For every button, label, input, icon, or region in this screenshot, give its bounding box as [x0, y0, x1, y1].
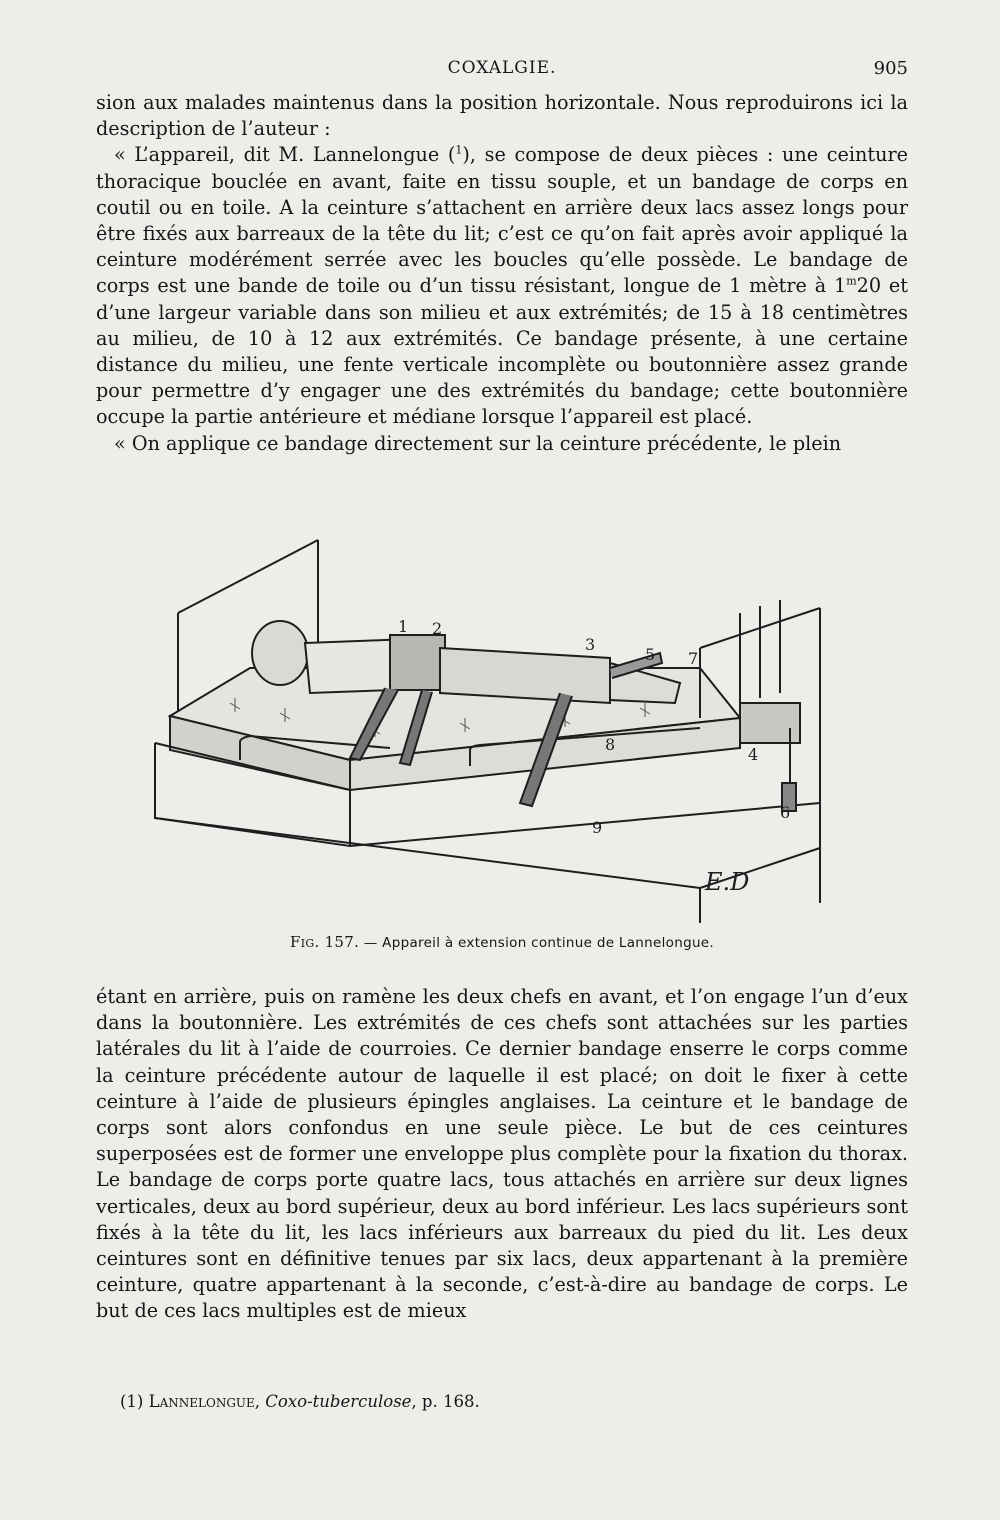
body-text-bottom: [96, 984, 908, 1325]
caption-text: — Appareil à extension continue de Lannelongue.: [359, 935, 714, 951]
figure-label: 3: [585, 635, 596, 654]
paragraph: étant en arrière, puis on ramène les deux chefs en avant, et l’on engage l’un d’eux dans la boutonnière. Les extrémités de ces chefs sont attachées sur les parties latérales du lit à l’aide de courroies. Ce dernier bandage enserre le corps comme la ceinture précédente autour de laquelle il est placé; on doit le fixer à cette ceinture à l’aide de plusieurs épingles anglaises. La ceinture et le bandage de corps sont alors confondus en une seule pièce. Le but de ces ceintures superposées est de former une enveloppe plus complète pour la fixation du thorax. Le bandage de corps porte quatre lacs, tous attachés en arrière sur deux lignes verticales, deux au bord supérieur, deux au bord inférieur. Les lacs supérieurs sont fixés à la tête du lit, les lacs inférieurs aux barreaux du pied du lit. Les deux ceintures sont en définitive tenues par six lacs, deux appartenant à la première ceinture, quatre appartenant à la seconde, c’est-à-dire au bandage de corps. Le but de ces lacs multiples est de mieux: [96, 985, 908, 1323]
figure-caption: [96, 933, 908, 951]
footnote-marker: (1): [120, 1392, 144, 1411]
unit-superscript: m: [846, 275, 857, 289]
text-run: 20 et d’une largeur variable dans son milieu et aux extrémités; de 15 à 18 centimètres au milieu, de 10 à 12 aux extrémités. Ce bandage présente, à une certaine distance du milieu, une fente verticale incomplète ou boutonnière assez grande pour permettre d’y engager une des extrémités du bandage; cette boutonnière occupe la partie antérieure et médiane lorsque l’appareil est placé.: [96, 274, 908, 429]
text-run: « L’appareil, dit M. Lannelongue (: [114, 143, 456, 167]
body-text-top: [96, 90, 908, 457]
figure-label: 2: [432, 619, 443, 638]
running-title: COXALGIE.: [447, 58, 557, 78]
figure-label: 9: [592, 818, 603, 837]
figure-label: 4: [748, 745, 759, 764]
figure-label: 1: [398, 617, 409, 636]
footnote-ref: 1: [455, 144, 463, 158]
footnote-title: Coxo-tuberculose: [265, 1392, 412, 1411]
page-number: 905: [873, 58, 908, 79]
footnote-author: Lannelongue: [148, 1392, 255, 1411]
figure-label: 6: [780, 803, 791, 822]
figure-label: 5: [645, 645, 656, 664]
figure-illustration: [140, 528, 940, 923]
footnote: (1) Lannelongue, Coxo-tuberculose, p. 168.: [120, 1392, 480, 1411]
paragraph: [96, 142, 908, 430]
paragraph: « On applique ce bandage directement sur la ceinture précédente, le plein: [114, 431, 842, 455]
figure-label: 7: [688, 649, 699, 668]
bed-apparatus-engraving: [140, 528, 940, 923]
paragraph: sion aux malades maintenus dans la position horizontale. Nous reproduirons ici la description de l’auteur :: [96, 91, 908, 141]
figure-label: 8: [605, 735, 616, 754]
figure-number: Fig. 157.: [290, 933, 360, 951]
text-run: ), se compose de deux pièces : une ceinture thoracique bouclée en avant, faite en tissu souple, et un bandage de corps en coutil ou en toile. A la ceinture s’attachent en arrière deux lacs assez longs pour être fixés aux barreaux de la tête du lit; c’est ce qu’on fait après avoir appliqué la ceinture modérément serrée avec les boucles qu’elle possède. Le bandage de corps est une bande de toile ou d’un tissu résistant, longue de 1 mètre à 1: [96, 143, 908, 298]
engraver-signature: E.D: [705, 868, 750, 896]
footnote-page: , p. 168.: [411, 1392, 480, 1411]
running-head: [96, 58, 908, 86]
